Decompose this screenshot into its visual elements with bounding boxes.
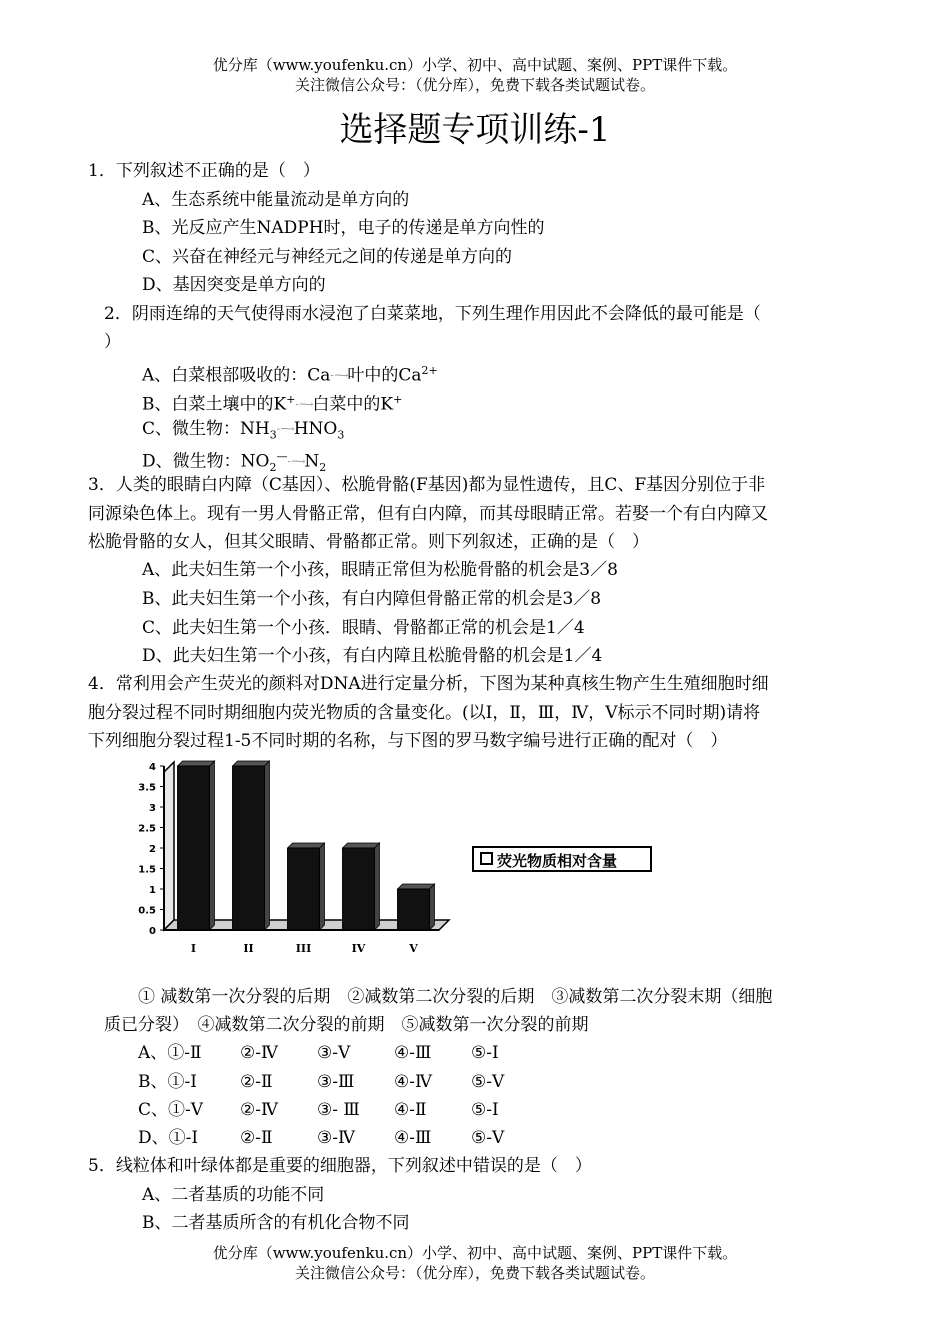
q4-option-c-cell-1: C、①-Ⅴ <box>138 1100 204 1120</box>
arrow-icon: - ─→ <box>295 399 313 411</box>
q4-option-b-cell-4: ④-Ⅳ <box>394 1072 432 1092</box>
q1-option-d: D、基因突变是单方向的 <box>142 275 326 295</box>
q4-stem-3: 下列细胞分裂过程1-5不同时期的名称，与下图的罗马数字编号进行正确的配对（ ） <box>88 731 728 751</box>
q4-phases-2: 质已分裂） ④减数第二次分裂的前期 ⑤减数第一次分裂的前期 <box>104 1015 589 1035</box>
q2-d-sup1: — <box>276 450 288 463</box>
q4-option-a-cell-3: ③-Ⅴ <box>317 1043 351 1063</box>
q3-option-b: B、此夫妇生第一个小孩，有白内障但骨骼正常的机会是3／8 <box>142 589 602 609</box>
bar-II <box>233 766 265 930</box>
q4-option-c-cell-2: ②-Ⅳ <box>240 1100 278 1120</box>
q4-option-a-cell-4: ④-Ⅲ <box>394 1043 432 1063</box>
q3-option-a: A、此夫妇生第一个小孩，眼睛正常但为松脆骨骼的机会是3／8 <box>142 560 618 580</box>
y-tick-label: 3.5 <box>138 782 156 794</box>
fluorescence-bar-chart <box>128 752 458 962</box>
y-tick-label: 1 <box>149 885 156 896</box>
q5-stem: 5．线粒体和叶绿体都是重要的细胞器，下列叙述中错误的是（ ） <box>88 1156 592 1176</box>
q2-b-sup1: + <box>286 393 296 406</box>
q3-option-d: D、此夫妇生第一个小孩，有白内障且松脆骨骼的机会是1／4 <box>142 646 603 666</box>
y-tick-label: 0 <box>149 926 156 937</box>
q4-phases-1: ① 减数第一次分裂的后期 ②减数第二次分裂的后期 ③减数第二次分裂末期（细胞 <box>138 987 773 1007</box>
bar-side <box>429 884 434 930</box>
bar-top <box>178 761 215 766</box>
arrow-icon: - ─→ <box>330 370 348 382</box>
bar-top <box>398 884 435 889</box>
q2-a-pre: A、白菜根部吸收的：Ca <box>142 365 331 386</box>
legend-label: 荧光物质相对含量 <box>497 852 618 870</box>
q4-stem-2: 胞分裂过程不同时期细胞内荧光物质的含量变化。(以Ⅰ，Ⅱ，Ⅲ，Ⅳ，Ⅴ标示不同时期)请将 <box>88 703 761 723</box>
q2-c-sub2: 3 <box>337 428 345 442</box>
q4-option-a-cell-5: ⑤-Ⅰ <box>471 1043 499 1063</box>
q4-option-b-cell-5: ⑤-Ⅴ <box>471 1072 505 1092</box>
bar-top <box>343 843 380 848</box>
q2-d-sub1: 2 <box>269 461 277 475</box>
q4-option-c-cell-3: ③- Ⅲ <box>317 1100 360 1120</box>
q4-option-a-cell-2: ②-Ⅳ <box>240 1043 278 1063</box>
x-tick-label: IV <box>351 942 366 955</box>
bar-top <box>233 761 270 766</box>
q2-a-post: 叶中的Ca <box>347 365 422 386</box>
q4-stem-1: 4．常利用会产生荧光的颜料对DNA进行定量分析，下图为某种真核生物产生生殖细胞时细 <box>88 674 769 694</box>
q2-d-pre: D、微生物：NO <box>142 451 270 472</box>
q4-option-b-cell-1: B、①-Ⅰ <box>138 1072 197 1092</box>
q1-stem: 1．下列叙述不正确的是（ ） <box>88 161 320 181</box>
y-tick-label: 2.5 <box>138 823 156 835</box>
q1-option-a: A、生态系统中能量流动是单方向的 <box>142 190 410 210</box>
bar-top <box>288 843 325 848</box>
q2-option-b <box>142 389 402 417</box>
q4-option-a-cell-1: A、①-Ⅱ <box>138 1043 202 1063</box>
q5-option-b: B、二者基质所含的有机化合物不同 <box>142 1213 410 1233</box>
q2-b-post: 白菜中的K <box>312 394 394 415</box>
x-tick-label: I <box>190 942 197 955</box>
legend-swatch-icon <box>480 852 493 865</box>
x-tick-label: III <box>295 942 312 955</box>
x-tick-label: V <box>409 942 418 955</box>
y-tick-label: 1.5 <box>138 864 156 876</box>
q5-option-a: A、二者基质的功能不同 <box>142 1185 325 1205</box>
bar-III <box>288 848 320 930</box>
q2-d-post: N <box>304 451 320 472</box>
q4-option-c-cell-5: ⑤-Ⅰ <box>471 1100 499 1120</box>
y-tick-label: 4 <box>149 762 156 773</box>
q2-c-sub1: 3 <box>269 428 277 442</box>
q2-option-a <box>142 360 438 388</box>
header-line-2: 关注微信公众号：（优分库），免费下载各类试题试卷。 <box>294 76 655 94</box>
q2-stem-1: 2．阴雨连绵的天气使得雨水浸泡了白菜菜地，下列生理作用因此不会降低的最可能是（ <box>104 304 761 324</box>
q2-d-sub2: 2 <box>319 461 327 475</box>
q4-option-b-cell-2: ②-Ⅱ <box>240 1072 273 1092</box>
bar-V <box>398 889 430 930</box>
q4-option-d-cell-3: ③-Ⅳ <box>317 1128 355 1148</box>
y-tick-label: 2 <box>149 844 156 855</box>
q2-b-sup2: + <box>393 393 403 406</box>
y-tick-label: 0.5 <box>138 905 156 917</box>
y-tick-label: 3 <box>149 803 156 814</box>
chart-legend <box>472 846 652 872</box>
q4-option-b-cell-3: ③-Ⅲ <box>317 1072 355 1092</box>
q4-option-d-cell-4: ④-Ⅲ <box>394 1128 432 1148</box>
page-title: 选择题专项训练-1 <box>339 110 611 150</box>
q4-option-d-cell-1: D、①-Ⅰ <box>138 1128 199 1148</box>
q1-option-c: C、兴奋在神经元与神经元之间的传递是单方向的 <box>142 247 513 267</box>
chart-left-wall <box>164 762 174 930</box>
q2-stem-2: ） <box>104 332 121 352</box>
q3-stem-3: 松脆骨骼的女人，但其父眼睛、骨骼都正常。则下列叙述，正确的是（ ） <box>88 532 649 552</box>
q2-c-post: HNO <box>293 419 338 439</box>
q3-stem-1: 3．人类的眼睛白内障（C基因）、松脆骨骼(F基因)都为显性遗传，且C、F基因分别位于非 <box>88 475 766 495</box>
bar-side <box>209 761 214 930</box>
bar-side <box>264 761 269 930</box>
footer-line-1: 优分库（www.youfenku.cn）小学、初中、高中试题、案例、PPT课件下载。 <box>212 1244 738 1262</box>
bar-IV <box>343 848 375 930</box>
q4-option-d-cell-2: ②-Ⅱ <box>240 1128 273 1148</box>
arrow-icon: - ─→ <box>287 456 305 468</box>
q3-option-c: C、此夫妇生第一个小孩．眼睛、骨骼都正常的机会是1／4 <box>142 618 585 638</box>
bar-I <box>178 766 210 930</box>
q2-a-sup: 2+ <box>421 364 438 377</box>
x-tick-label: II <box>243 942 254 955</box>
bar-side <box>374 843 379 930</box>
q3-stem-2: 同源染色体上。现有一男人骨骼正常，但有白内障，而其母眼睛正常。若娶一个有白内障又 <box>88 504 768 524</box>
q4-option-d-cell-5: ⑤-Ⅴ <box>471 1128 505 1148</box>
q2-option-c <box>142 418 344 446</box>
q4-option-c-cell-4: ④-Ⅱ <box>394 1100 427 1120</box>
bar-side <box>319 843 324 930</box>
footer-line-2: 关注微信公众号：（优分库），免费下载各类试题试卷。 <box>294 1264 655 1282</box>
q1-option-b: B、光反应产生NADPH时，电子的传递是单方向性的 <box>142 218 545 238</box>
q2-c-pre: C、微生物：NH <box>142 419 270 439</box>
q2-b-pre: B、白菜土壤中的K <box>142 394 287 415</box>
arrow-icon: - ─→ <box>276 424 294 435</box>
header-line-1: 优分库（www.youfenku.cn）小学、初中、高中试题、案例、PPT课件下载。 <box>212 56 738 74</box>
